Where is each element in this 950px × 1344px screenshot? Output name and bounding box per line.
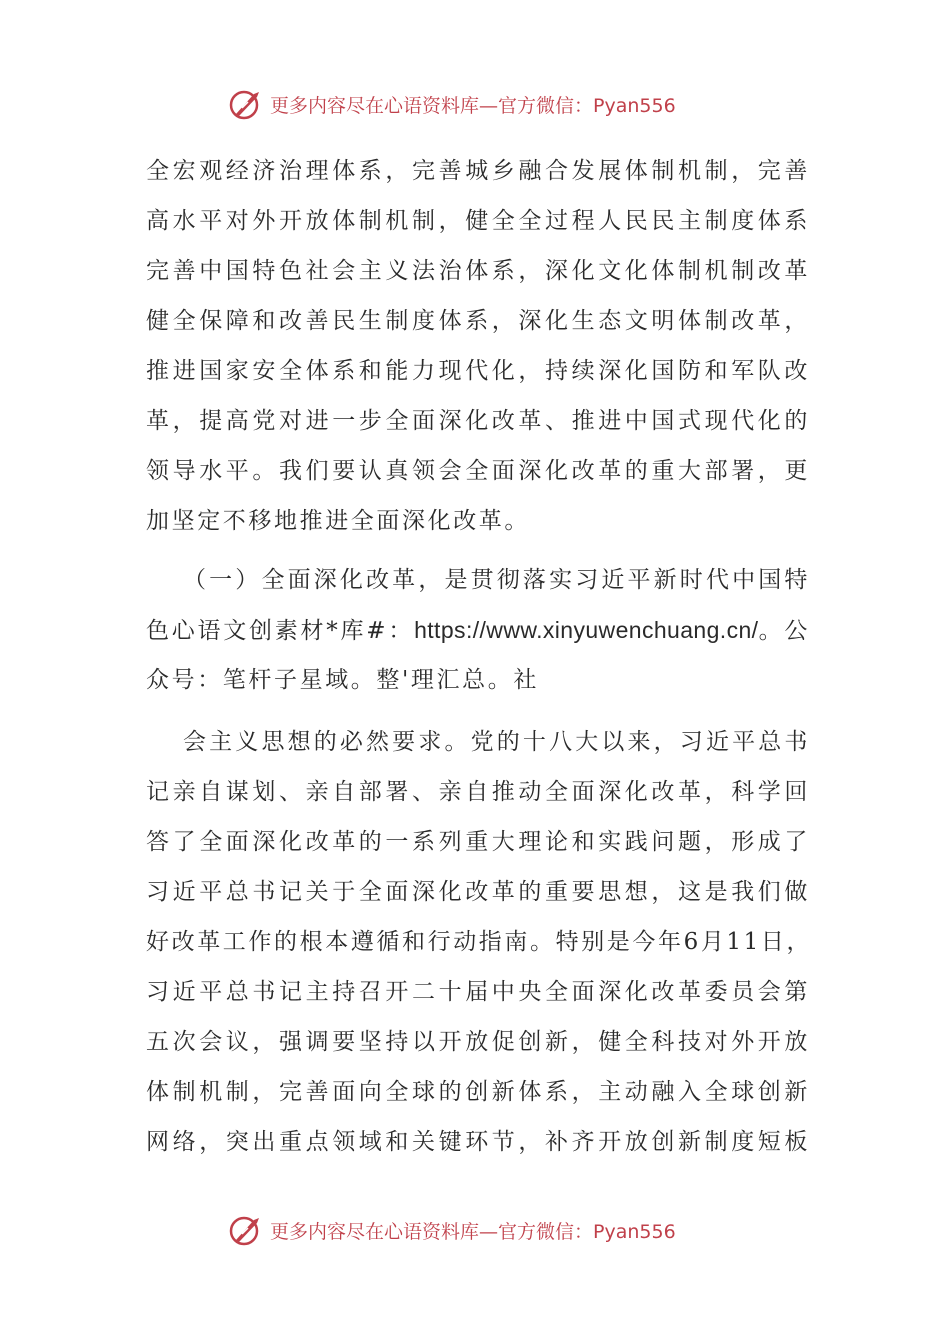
text-line: 完善中国特色社会主义法治体系，深化文化体制机制改革 [146,258,810,284]
text-line: 健全保障和改善民生制度体系，深化生态文明体制改革， [146,308,810,334]
text-line: 网络，突出重点领域和关键环节，补齐开放创新制度短板 [146,1129,810,1155]
text-line: 答了全面深化改革的一系列重大理论和实践问题，形成了 [146,829,810,855]
text-line: 五次会议，强调要坚持以开放促创新，健全科技对外开放 [146,1029,810,1055]
text-prefix: 色心语文创素材*库#： [146,618,415,644]
banner-wechat-id: Pyan556 [593,94,676,117]
text-line: 革，提高党对进一步全面深化改革、推进中国式现代化的 [146,408,810,434]
text-line: 习近平总书记关于全面深化改革的重要思想，这是我们做 [146,879,810,905]
website-link[interactable]: https://www.xinyuwenchuang.cn/ [414,617,759,643]
pen-logo-icon [228,86,264,122]
section-heading-line: （一）全面深化改革，是贯彻落实习近平新时代中国特 [183,567,810,593]
paragraph-2 [146,555,810,705]
text-line: 好改革工作的根本遵循和行动指南。特别是今年6月11日， [146,929,813,955]
footer-banner [228,1210,676,1250]
text-suffix: 。公 [758,618,810,644]
banner-wechat-label: 官方微信： [498,1220,594,1243]
text-line: 记亲自谋划、亲自部署、亲自推动全面深化改革，科学回 [146,779,810,805]
text-line: 会主义思想的必然要求。党的十八大以来，习近平总书 [183,729,810,755]
text-line: 加坚定不移地推进全面深化改革。 [146,508,530,534]
banner-site-text: 更多内容尽在心语资料库 [270,94,480,117]
banner-dash: — [479,94,499,117]
text-line: 领导水平。我们要认真领会全面深化改革的重大部署，更 [146,458,810,484]
text-line: 推进国家安全体系和能力现代化，持续深化国防和军队改 [146,358,810,384]
text-line: 高水平对外开放体制机制，健全全过程人民民主制度体系 [146,208,810,234]
banner-site-text: 更多内容尽在心语资料库 [270,1220,480,1243]
text-line [146,605,810,655]
pen-logo-icon [228,1212,264,1248]
text-line: 全宏观经济治理体系，完善城乡融合发展体制机制，完善 [146,158,810,184]
paragraph-3 [146,717,813,1167]
header-banner [228,84,676,124]
text-line: 习近平总书记主持召开二十届中央全面深化改革委员会第 [146,979,810,1005]
text-line: 体制机制，完善面向全球的创新体系，主动融入全球创新 [146,1079,810,1105]
banner-wechat-label: 官方微信： [498,94,594,117]
banner-dash: — [479,1220,499,1243]
banner-text [270,1217,676,1244]
text-line: 众号：笔杆子星域。整'理汇总。社 [146,667,539,693]
banner-text [270,91,676,118]
paragraph-1 [146,146,810,546]
banner-wechat-id: Pyan556 [593,1220,676,1243]
